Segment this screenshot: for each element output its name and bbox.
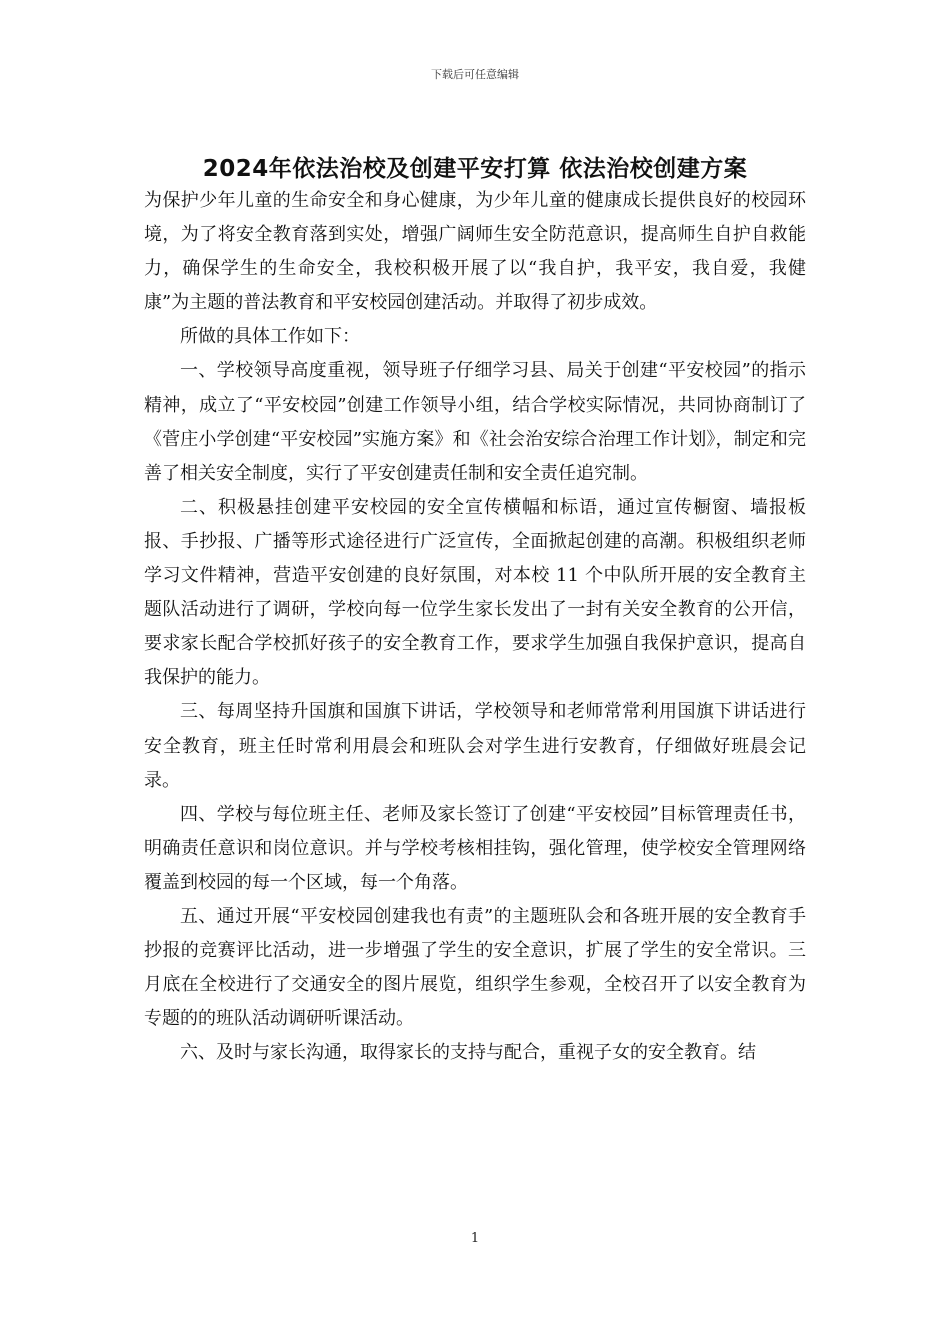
paragraph-item-6: 六、及时与家长沟通，取得家长的支持与配合，重视子女的安全教育。结	[180, 1042, 756, 1064]
paragraph-intro: 为保护少年儿童的生命安全和身心健康，为少年儿童的健康成长提供良好的校园环境，为了将安全教育落到实处，增强广阔师生安全防范意识，提高师生自护自救能力，确保学生的生命安全，我校积极开展了以“我自护，我平安，我自爱，我健康”为主题的普法教育和平安校园创建活动。并取得了初步成效。	[144, 190, 806, 314]
page-header-note: 下载后可任意编辑	[431, 68, 519, 81]
paragraph-item-3: 三、每周坚持升国旗和国旗下讲话，学校领导和老师常常利用国旗下讲话进行安全教育，班主任时常利用晨会和班队会对学生进行安教育，仔细做好班晨会记录。	[144, 701, 806, 791]
document-body	[144, 184, 806, 1070]
page-number: 1	[470, 1231, 480, 1246]
paragraph-item-5: 五、通过开展“平安校园创建我也有责”的主题班队会和各班开展的安全教育手抄报的竞赛评比活动，进一步增强了学生的安全意识，扩展了学生的安全常识。三月底在全校进行了交通安全的图片展览，组织学生参观，全校召开了以安全教育为专题的的班队活动调研听课活动。	[144, 905, 806, 1030]
paragraph-item-1: 一、学校领导高度重视，领导班子仔细学习县、局关于创建“平安校园”的指示精神，成立了“平安校园”创建工作领导小组，结合学校实际情况，共同协商制订了《菅庄小学创建“平安校园”实施方案》和《社会治安综合治理工作计划》，制定和完善了相关安全制度，实行了平安创建责任制和安全责任追究制。	[144, 360, 806, 484]
document-title: 2024年依法治校及创建平安打算 依法治校创建方案	[202, 156, 748, 182]
paragraph-work-intro: 所做的具体工作如下：	[180, 326, 360, 348]
paragraph-item-4: 四、学校与每位班主任、老师及家长签订了创建“平安校园”目标管理责任书，明确责任意识和岗位意识。并与学校考核相挂钩，强化管理，使学校安全管理网络覆盖到校园的每一个区域，每一个角落。	[144, 803, 806, 893]
paragraph-item-2: 二、积极悬挂创建平安校园的安全宣传横幅和标语，通过宣传橱窗、墙报板报、手抄报、广播等形式途径进行广泛宣传，全面掀起创建的高潮。积极组织老师学习文件精神，营造平安创建的良好氛围，对本校 11 个中队所开展的安全教育主题队活动进行了调研，学校向每一位学生家长发出了一封有关安全教育的公开信，要求家长配合学校抓好孩子的安全教育工作，要求学生加强自我保护意识，提高自我保护的能力。	[144, 496, 806, 689]
